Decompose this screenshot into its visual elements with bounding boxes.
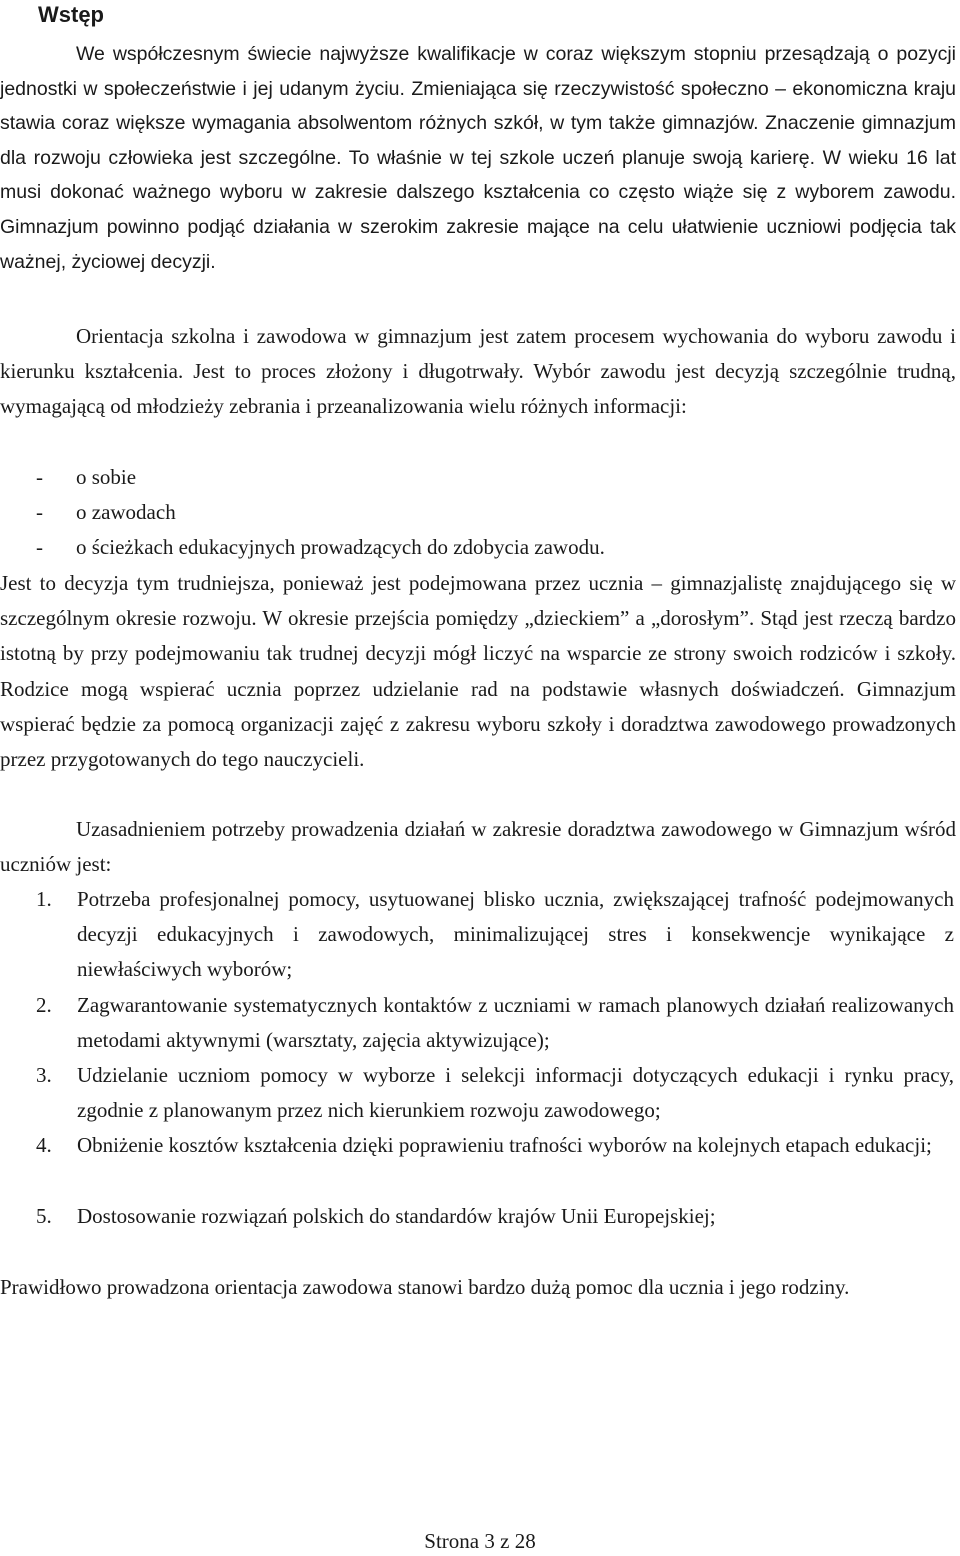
numbered-list-item [36, 1128, 954, 1163]
section-heading: Wstęp [38, 2, 104, 27]
list-number: 5. [36, 1204, 52, 1228]
list-item-text: o zawodach [76, 500, 176, 524]
numbered-list-item [36, 988, 954, 1058]
list-item [36, 495, 176, 530]
numbered-list-item [36, 1199, 954, 1234]
list-number: 1. [36, 887, 52, 911]
list-number: 2. [36, 993, 52, 1017]
list-marker: - [36, 500, 43, 524]
intro-paragraph: We współczesnym świecie najwyższe kwalifikacje w coraz większym stopniu przesądzają o pozycji jednostki w społeczeństwie i jej udanym życiu. Zmieniająca się rzeczywistość społeczno – ekonomiczna kraju stawia coraz większe wymagania absolwentom różnych szkół, w tym także gimnazjów. Znaczenie gimnazjum dla rozwoju człowieka jest szczególne. To właśnie w tej szkole uczeń planuje swoją karierę. W wieku 16 lat musi dokonać ważnego wyboru w zakresie dalszego kształcenia co często wiąże się z wyborem zawodu. Gimnazjum powinno podjąć działania w szerokim zakresie mające na celu ułatwienie uczniowi podjęcia tak ważnej, życiowej decyzji. [0, 43, 956, 273]
numbered-list-item [36, 882, 954, 988]
list-item-text: Dostosowanie rozwiązań polskich do standardów krajów Unii Europejskiej; [77, 1204, 716, 1228]
list-item [36, 460, 136, 495]
list-number: 4. [36, 1133, 52, 1157]
closing-paragraph: Prawidłowo prowadzona orientacja zawodowa stanowi bardzo dużą pomoc dla ucznia i jego rodziny. [0, 1275, 850, 1299]
list-item-text: Udzielanie uczniom pomocy w wyborze i selekcji informacji dotyczących edukacji i rynku pracy, zgodnie z planowanym przez nich kierunkiem rozwoju zawodowego; [77, 1063, 954, 1123]
page-number: Strona 3 z 28 [424, 1529, 536, 1553]
list-item-text: Zagwarantowanie systematycznych kontaktów z uczniami w ramach planowych działań realizowanych metodami aktywnymi (warsztaty, zajęcia aktywizujące); [77, 993, 954, 1053]
list-number: 3. [36, 1063, 52, 1087]
decision-paragraph: Jest to decyzja tym trudniejsza, ponieważ jest podejmowana przez ucznia – gimnazjalistę znajdującego się w szczególnym okresie rozwoju. W okresie przejścia pomiędzy „dzieckiem” a „dorosłym”. Stąd jest rzeczą bardzo istotną by przy podejmowaniu tak trudnej decyzji mógł liczyć na wsparcie ze strony swoich rodziców i szkoły. Rodzice mogą wspierać ucznia poprzez udzielanie rad na podstawie własnych doświadczeń. Gimnazjum wspierać będzie za pomocą organizacji zajęć z zakresu wyboru szkoły i doradztwa zawodowego prowadzonych przez przygotowanych do tego nauczycieli. [0, 571, 956, 772]
orientation-paragraph: Orientacja szkolna i zawodowa w gimnazjum jest zatem procesem wychowania do wyboru zawodu i kierunku kształcenia. Jest to proces złożony i długotrwały. Wybór zawodu jest decyzją szczególnie trudną, wymagającą od młodzieży zebrania i przeanalizowania wielu różnych informacji: [0, 324, 956, 419]
numbered-list-item [36, 1058, 954, 1128]
list-item-text: Obniżenie kosztów kształcenia dzięki poprawieniu trafności wyborów na kolejnych etapach edukacji; [77, 1133, 932, 1157]
list-item-text: o ścieżkach edukacyjnych prowadzących do zdobycia zawodu. [76, 535, 605, 559]
list-marker: - [36, 535, 43, 559]
list-item [36, 530, 605, 565]
list-marker: - [36, 465, 43, 489]
justification-paragraph: Uzasadnieniem potrzeby prowadzenia działań w zakresie doradztwa zawodowego w Gimnazjum wśród uczniów jest: [0, 817, 956, 877]
list-item-text: Potrzeba profesjonalnej pomocy, usytuowanej blisko ucznia, zwiększającej trafność podejmowanych decyzji edukacyjnych i zawodowych, minimalizującej stres i konsekwencje wynikające z niewłaściwych wyborów; [77, 887, 954, 982]
list-item-text: o sobie [76, 465, 137, 489]
